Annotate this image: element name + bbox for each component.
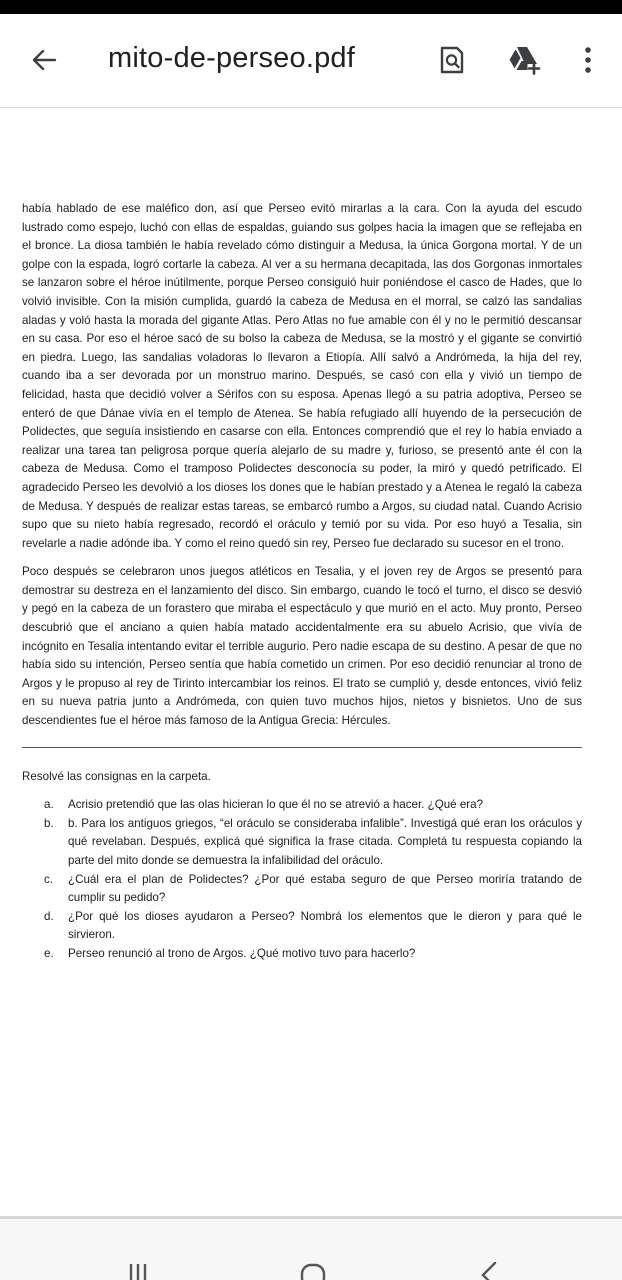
recents-button[interactable] — [118, 1259, 158, 1280]
add-to-drive-icon — [507, 45, 541, 75]
question-text: b. Para los antiguos griegos, “el oráculo se consideraba infalible”. Investigá qué eran los oráculos y qué revelaban. Después, explicá qué significa la frase citada. Completá tu respuesta copiando la parte del mito donde se demuestra la infalibilidad del oráculo. — [68, 816, 582, 867]
question-item-c — [44, 871, 582, 908]
back-button[interactable] — [22, 38, 66, 82]
question-letter: c. — [44, 872, 54, 886]
question-letter: a. — [44, 798, 54, 812]
back-chevron-icon — [473, 1259, 503, 1280]
system-navigation-bar — [0, 1219, 622, 1280]
question-item-a — [44, 796, 582, 815]
find-in-document-button[interactable] — [430, 38, 474, 82]
question-text: ¿Por qué los dioses ayudaron a Perseo? Nombrá los elementos que le dieron y para qué le sirvieron. — [68, 909, 582, 942]
instructions-heading: Resolvé las consignas en la carpeta. — [22, 769, 211, 783]
more-options-button[interactable] — [566, 38, 610, 82]
home-icon — [298, 1259, 328, 1280]
status-bar — [0, 0, 622, 14]
add-to-drive-button[interactable] — [502, 38, 546, 82]
document-title: mito-de-perseo.pdf — [108, 42, 355, 74]
paragraph-1: había hablado de ese maléfico don, así que Perseo evitó mirarlas a la cara. Con la ayuda del escudo lustrado como espejo, luchó con ellas de espaldas, guiando sus golpes hacia la imagen que se reflejaba en el bronce. La diosa también le había revelado cómo distinguir a Medusa, la única Gorgona mortal. Y de un golpe con la espada, logró cortarle la cabeza. Al ver a su hermana decapitada, las dos Gorgonas inmortales se lanzaron sobre el héroe inútilmente, porque Perseo consiguió huir poniéndose el casco de Hades, que lo volvió invisible. Con la misión cumplida, guardó la cabeza de Medusa en el morral, se calzó las sandalias aladas y voló hasta la morada del gigante Atlas. Pero Atlas no fue amable con él y no le permitió descansar en su casa. Por eso el héroe sacó de su bolso la cabeza de Medusa, se la mostró y el gigante se convirtió en piedra. Luego, las sandalias voladoras lo llevaron a Etiopía. Allí salvó a Andrómeda, la hija del rey, cuando iba a ser devorada por un monstruo marino. Después, se casó con ella y vivió un tiempo de felicidad, hasta que decidió volver a Sérifos con su esposa. Apenas llegó a su patria adoptiva, Perseo se enteró de que Dánae vivía en el templo de Atenea. Se había refugiado allí huyendo de la persecución de Polidectes, que seguía insistiendo en casarse con ella. Entonces comprendió que el rey lo había enviado a realizar una tarea tan peligrosa porque quería alejarlo de su madre y, furioso, se presentó ante él con la cabeza de Medusa. Como el tramposo Polidectes desconocía su poder, la miró y quedó petrificado. El agradecido Perseo les devolvió a los dioses los dones que le habían prestado y a Atenea le regaló la cabeza de Medusa. Y después de realizar estas tareas, se embarcó rumbo a Argos, su ciudad natal. Cuando Acrisio supo que su nieto había regresado, recordó el oráculo y temió por su vida. Por eso huyó a Tesalia, sin revelarle a nadie adónde iba. Y como el reino quedó sin rey, Perseo fue declarado su sucesor en el trono. — [22, 202, 582, 550]
home-button[interactable] — [293, 1259, 333, 1280]
paragraph-2: Poco después se celebraron unos juegos atléticos en Tesalia, y el joven rey de Argos se presentó para demostrar su destreza en el lanzamiento del disco. Sin embargo, cuando le tocó el turno, el disco se desvió y pegó en la cabeza de un forastero que miraba el espectáculo y que murió en el acto. Muy pronto, Perseo descubrió que el anciano a quien había matado accidentalmente era su abuelo Acrisio, que vivía de incógnito en Tesalia intentando evitar el terrible augurio. Pero nadie escapa de su destino. A pesar de que no había sido su intención, Perseo sentía que había cometido un crimen. Por eso decidió renunciar al trono de Argos y le propuso al rey de Tirinto intercambiar los reinos. El trato se cumplió y, desde entonces, vivió feliz en su nueva patria junto a Andrómeda, con quien tuvo muchos hijos, nietos y bisnietos. Uno de sus descendientes fue el héroe más famoso de la Antigua Grecia: Hércules. — [22, 565, 582, 728]
question-item-b — [44, 815, 582, 871]
page-content — [22, 200, 582, 964]
system-back-button[interactable] — [468, 1259, 508, 1280]
question-item-d — [44, 908, 582, 945]
toolbar — [0, 14, 622, 108]
question-text: Perseo renunció al trono de Argos. ¿Qué motivo tuvo para hacerlo? — [68, 946, 416, 960]
question-letter: e. — [44, 946, 54, 960]
section-divider — [22, 747, 582, 748]
question-text: Acrisio pretendió que las olas hicieran lo que él no se atrevió a hacer. ¿Qué era? — [68, 798, 484, 812]
search-document-icon — [439, 46, 465, 74]
recents-icon — [126, 1259, 150, 1280]
question-text: ¿Cuál era el plan de Polidectes? ¿Por qué estaba seguro de que Perseo moriría tratando de cumplir su pedido? — [68, 872, 582, 905]
questions-list — [44, 796, 582, 963]
question-letter: b. — [44, 816, 54, 830]
question-item-e — [44, 945, 582, 964]
question-letter: d. — [44, 909, 54, 923]
more-vertical-icon — [584, 46, 592, 74]
arrow-left-icon — [30, 46, 58, 74]
